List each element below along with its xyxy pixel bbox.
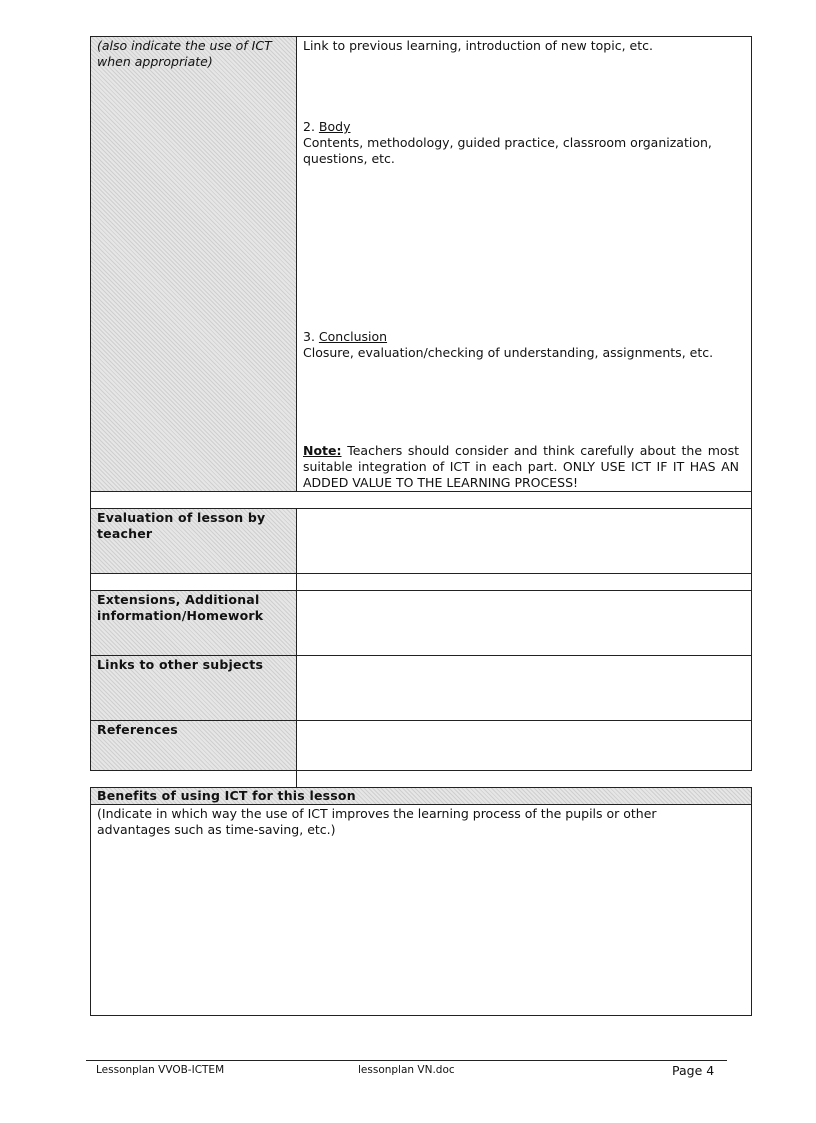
intro-text: Link to previous learning, introduction of new topic, etc. <box>303 38 653 53</box>
procedure-label: (also indicate the use of ICT when appropriate) <box>97 38 272 69</box>
note-label: Note: <box>303 443 342 458</box>
body-heading <box>303 119 350 135</box>
references-content-cell[interactable] <box>297 721 751 770</box>
footer-center: lessonplan VN.doc <box>358 1064 455 1076</box>
conclusion-text: Closure, evaluation/checking of understanding, assignments, etc. <box>303 345 714 360</box>
references-label: References <box>97 722 178 737</box>
references-label-cell <box>91 721 296 770</box>
footer-left: Lessonplan VVOB-ICTEM <box>96 1064 225 1076</box>
benefits-heading: Benefits of using ICT for this lesson <box>97 788 356 803</box>
benefits-text[interactable]: (Indicate in which way the use of ICT improves the learning process of the pupils or other advantages such as time-saving, etc.) <box>97 806 657 837</box>
conclusion-number: 3. <box>303 329 315 344</box>
benefits-header <box>91 788 751 805</box>
column-divider <box>296 573 297 590</box>
conclusion-heading <box>303 329 387 345</box>
extensions-content-cell[interactable] <box>297 591 751 655</box>
lesson-plan-table <box>90 36 752 771</box>
evaluation-content-cell[interactable] <box>297 509 751 573</box>
procedure-label-cell <box>91 37 296 491</box>
body-text: Contents, methodology, guided practice, classroom organization, questions, etc. <box>303 135 712 166</box>
note-text: Teachers should consider and think carefully about the most suitable integration of ICT in each part. ONLY USE ICT IF IT HAS AN ADDED VALUE TO THE LEARNING PROCESS! <box>303 443 739 490</box>
extensions-label: Extensions, Additional information/Homework <box>97 592 264 623</box>
footer-page-number: Page 4 <box>672 1063 715 1078</box>
evaluation-label: Evaluation of lesson by teacher <box>97 510 266 541</box>
benefits-table <box>90 787 752 1016</box>
links-label: Links to other subjects <box>97 657 264 672</box>
links-content-cell[interactable] <box>297 656 751 720</box>
row-divider <box>90 573 752 574</box>
conclusion-heading-text: Conclusion <box>318 329 388 344</box>
note-paragraph <box>303 443 739 491</box>
links-label-cell <box>91 656 296 720</box>
row-divider <box>90 491 752 492</box>
procedure-content-cell <box>297 37 751 491</box>
extensions-label-cell <box>91 591 296 655</box>
evaluation-label-cell <box>91 509 296 573</box>
body-heading-text: Body <box>318 119 351 134</box>
body-number: 2. <box>303 119 315 134</box>
footer-rule <box>86 1060 727 1061</box>
